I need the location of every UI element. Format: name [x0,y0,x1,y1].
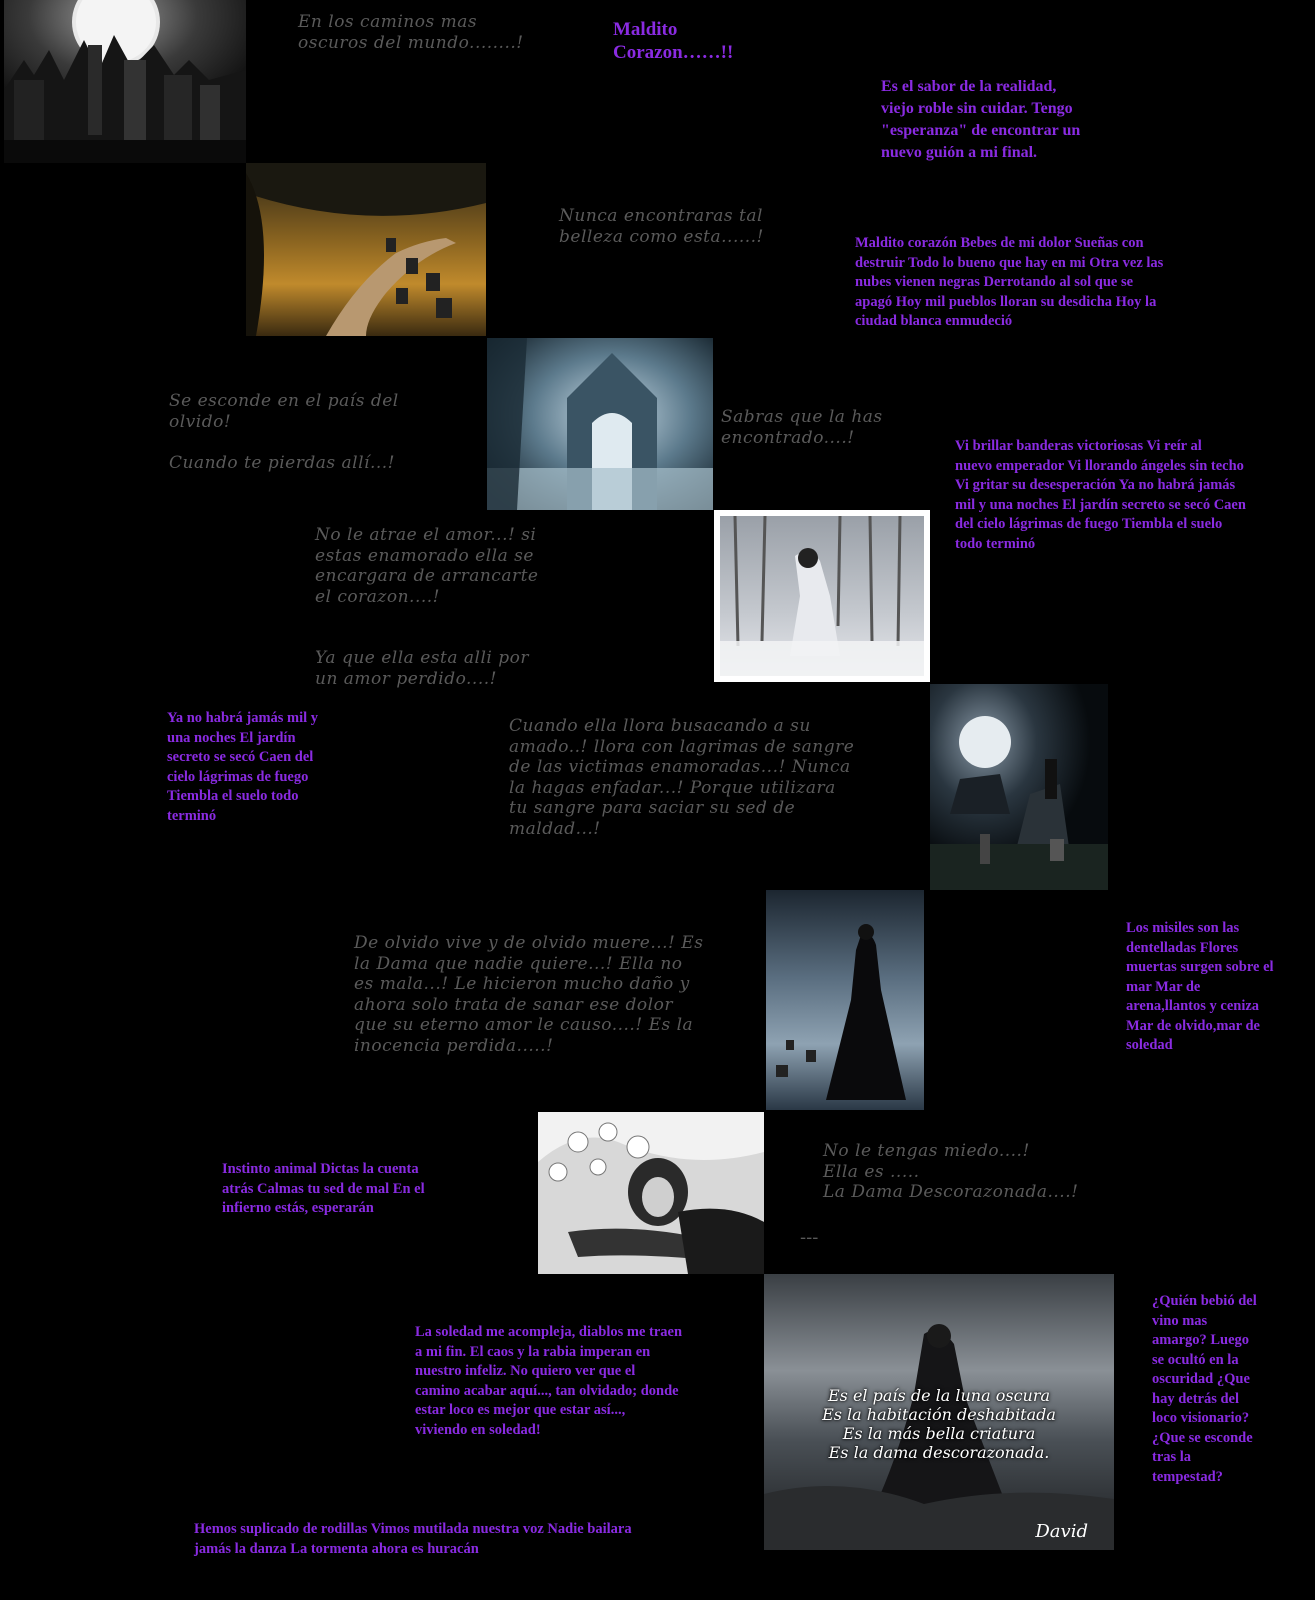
poem-text: No le atrae el amor...! si estas enamorado ella se encargara de arrancarte el corazon....! Ya que ella esta alli por un amor perdido....! [315,525,539,689]
woman-black-dress-sea-photo [766,890,924,1110]
page-title: Maldito Corazon……!! [613,19,734,63]
signature: David [1035,1521,1088,1542]
woman-stormy-coast-photo [764,1274,1114,1550]
overlay-line: Es la más bella criatura [842,1424,1036,1443]
image-overlay-poem [784,1386,1094,1462]
verse-text: La soledad me acompleja, diablos me traen a mi fin. El caos y la rabia imperan en nuestro infeliz. No quiero ver que el camino acabar aquí..., tan olvidado; donde estar loco es mejor que estar así..., viviendo en soledad! [415,1324,683,1438]
overlay-line: Es el país de la luna oscura [827,1386,1051,1405]
overlay-line: Es la dama descorazonada. [828,1443,1050,1462]
moonlit-graveyard-photo [930,684,1108,890]
verse-text: Ya no habrá jamás mil y una noches El jardín secreto se secó Caen del cielo lágrimas de fuego Tiembla el suelo todo terminó [167,710,319,824]
poem-text: No le tengas miedo....! Ella es ..... La Dama Descorazonada....! [823,1141,1079,1202]
poem-text: De olvido vive y de olvido muere...! Es la Dama que nadie quiere...! Ella no es mala...! Le hicieron mucho daño y ahora solo trata de sanar ese dolor que su eterno amor le causo....! Es la inocencia perdida.....! [354,933,704,1056]
poem-text: En los caminos mas oscuros del mundo........! [298,12,524,53]
woman-lying-flowers-photo [538,1112,764,1274]
verse-text: Es el sabor de la realidad, viejo roble sin cuidar. Tengo "esperanza" de encontrar un nuevo guión a mi final. [881,78,1081,161]
woman-snowy-forest-photo [714,510,930,682]
verse-text: Instinto animal Dictas la cuenta atrás Calmas tu sed de mal En el infierno estás, esperarán [222,1161,425,1216]
separator-dashes: --- [800,1228,819,1248]
verse-text: Maldito corazón Bebes de mi dolor Sueñas con destruir Todo lo bueno que hay en mi Otra vez las nubes vienen negras Derrotando al sol que se apagó Hoy mil pueblos lloran su desdicha Hoy la ciudad blanca enmudeció [855,235,1164,329]
verse-text: Vi brillar banderas victoriosas Vi reír al nuevo emperador Vi llorando ángeles sin techo Vi gritar su desesperación Ya no habrá jamás mil y una noches El jardín secreto se secó Caen del cielo lágrimas de fuego Tiembla el suelo todo terminó [955,438,1246,552]
verse-text: Los misiles son las dentelladas Flores muertas surgen sobre el mar Mar de arena,llantos y ceniza Mar de olvido,mar de soledad [1126,920,1274,1053]
foggy-chapel-photo [487,338,713,510]
poem-text: Sabras que la has encontrado....! [721,407,883,448]
poem-text: Nunca encontraras tal belleza como esta......! [559,206,764,247]
graveyard-moon-photo [4,0,246,163]
verse-text: ¿Quién bebió del vino mas amargo? Luego se ocultó en la oscuridad ¿Que hay detrás del loco visionario? ¿Que se esconde tras la tempestad? [1152,1293,1257,1485]
poem-text: Cuando ella llora busacando a su amado..! llora con lagrimas de sangre de las victimas enamoradas...! Nunca la hagas enfadar...! Porque utilizara tu sangre para saciar su sed de maldad...! [509,716,855,839]
verse-text: Hemos suplicado de rodillas Vimos mutilada nuestra voz Nadie bailara jamás la danza La tormenta ahora es huracán [194,1521,632,1557]
overlay-line: Es la habitación deshabitada [822,1405,1056,1424]
poem-text: Se esconde en el país del olvido! Cuando te pierdas allí...! [169,391,399,473]
cemetery-path-photo [246,163,486,336]
